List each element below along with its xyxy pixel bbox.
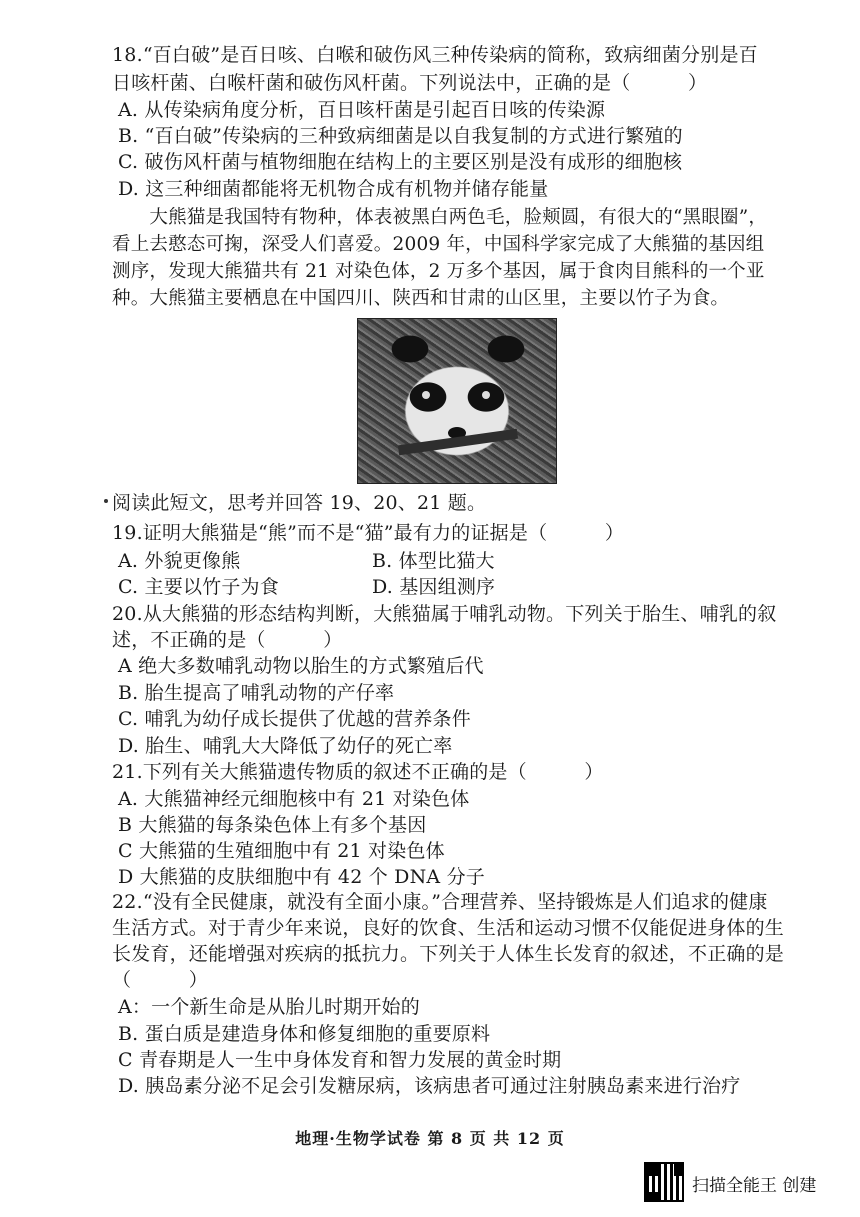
q20-stem-line-1: 20.从大熊猫的形态结构判断，大熊猫属于哺乳动物。下列关于胎生、哺乳的叙 [112, 603, 777, 625]
q20-option-d: D. 胎生、哺乳大大降低了幼仔的死亡率 [118, 735, 453, 757]
q18-stem-line-1: 18.“百白破”是百日咳、白喉和破伤风三种传染病的简称，致病细菌分别是百 [112, 44, 758, 66]
q20-option-c: C. 哺乳为幼仔成长提供了优越的营养条件 [118, 708, 471, 730]
passage-line-4: 种。大熊猫主要栖息在中国四川、陕西和甘肃的山区里，主要以竹子为食。 [112, 288, 730, 309]
q18-option-d: D. 这三种细菌都能将无机物合成有机物并储存能量 [118, 178, 549, 200]
q18-option-c: C. 破伤风杆菌与植物细胞在结构上的主要区别是没有成形的细胞核 [118, 151, 683, 173]
q21-option-b: B 大熊猫的每条染色体上有多个基因 [118, 814, 427, 836]
q18-stem-line-2: 日咳杆菌、白喉杆菌和破伤风杆菌。下列说法中，正确的是（ ） [112, 72, 708, 94]
q22-stem-line-3: 长发育，还能增强对疾病的抵抗力。下列关于人体生长发育的叙述，不正确的是 [112, 943, 785, 965]
passage-line-3: 测序，发现大熊猫共有 21 对染色体，2 万多个基因，属于食肉目熊科的一个亚 [112, 261, 765, 282]
q19-option-c: C. 主要以竹子为食 [118, 576, 279, 598]
q21-option-d: D 大熊猫的皮肤细胞中有 42 个 DNA 分子 [118, 866, 485, 888]
q19-stem: 19.证明大熊猫是“熊”而不是“猫”最有力的证据是（ ） [112, 522, 625, 544]
panda-eye-left [422, 391, 430, 399]
q22-option-c: C 青春期是人一生中身体发育和智力发展的黄金时期 [118, 1049, 562, 1071]
q22-option-a: A：一个新生命是从胎儿时期开始的 [118, 996, 420, 1018]
q20-stem-line-2: 述，不正确的是（ ） [112, 629, 343, 651]
q22-stem-line-2: 生活方式。对于青少年来说，良好的饮食、生活和运动习惯不仅能促进身体的生 [112, 917, 785, 939]
panda-photo [357, 318, 557, 484]
q19-option-b: B. 体型比猫大 [372, 550, 495, 572]
q22-stem-line-4: （ ） [112, 969, 209, 991]
q18-option-b: B. “百白破”传染病的三种致病细菌是以自我复制的方式进行繁殖的 [118, 125, 683, 147]
q19-option-d: D. 基因组测序 [372, 576, 496, 598]
page-footer: 地理·生物学试卷 第 8 页 共 12 页 [295, 1129, 565, 1148]
passage-instruction: 阅读此短文，思考并回答 19、20、21 题。 [112, 492, 487, 514]
q21-stem: 21.下列有关大熊猫遗传物质的叙述不正确的是（ ） [112, 761, 604, 783]
q21-option-c: C 大熊猫的生殖细胞中有 21 对染色体 [118, 840, 445, 862]
q20-option-b: B. 胎生提高了哺乳动物的产仔率 [118, 682, 395, 704]
q19-option-a: A. 外貌更像熊 [118, 550, 241, 572]
q22-option-b: B. 蛋白质是建造身体和修复细胞的重要原料 [118, 1023, 491, 1045]
q18-option-a: A. 从传染病角度分析，百日咳杆菌是引起百日咳的传染源 [118, 99, 606, 121]
passage-line-2: 看上去憨态可掬，深受人们喜爱。2009 年，中国科学家完成了大熊猫的基因组 [112, 234, 765, 255]
scanner-watermark: 扫描全能王 创建 [692, 1176, 817, 1196]
q22-option-d: D. 胰岛素分泌不足会引发糖尿病，该病患者可通过注射胰岛素来进行治疗 [118, 1075, 741, 1097]
q22-stem-line-1: 22.“没有全民健康，就没有全面小康。”合理营养、坚持锻炼是人们追求的健康 [112, 891, 768, 913]
q20-option-a: A 绝大多数哺乳动物以胎生的方式繁殖后代 [118, 655, 484, 677]
qr-code-icon [644, 1162, 684, 1202]
panda-eye-right [482, 391, 490, 399]
passage-line-1: 大熊猫是我国特有物种，体表被黑白两色毛，脸颊圆，有很大的“黑眼圈”， [112, 207, 768, 228]
scan-speck [104, 499, 108, 503]
q21-option-a: A. 大熊猫神经元细胞核中有 21 对染色体 [118, 788, 470, 810]
